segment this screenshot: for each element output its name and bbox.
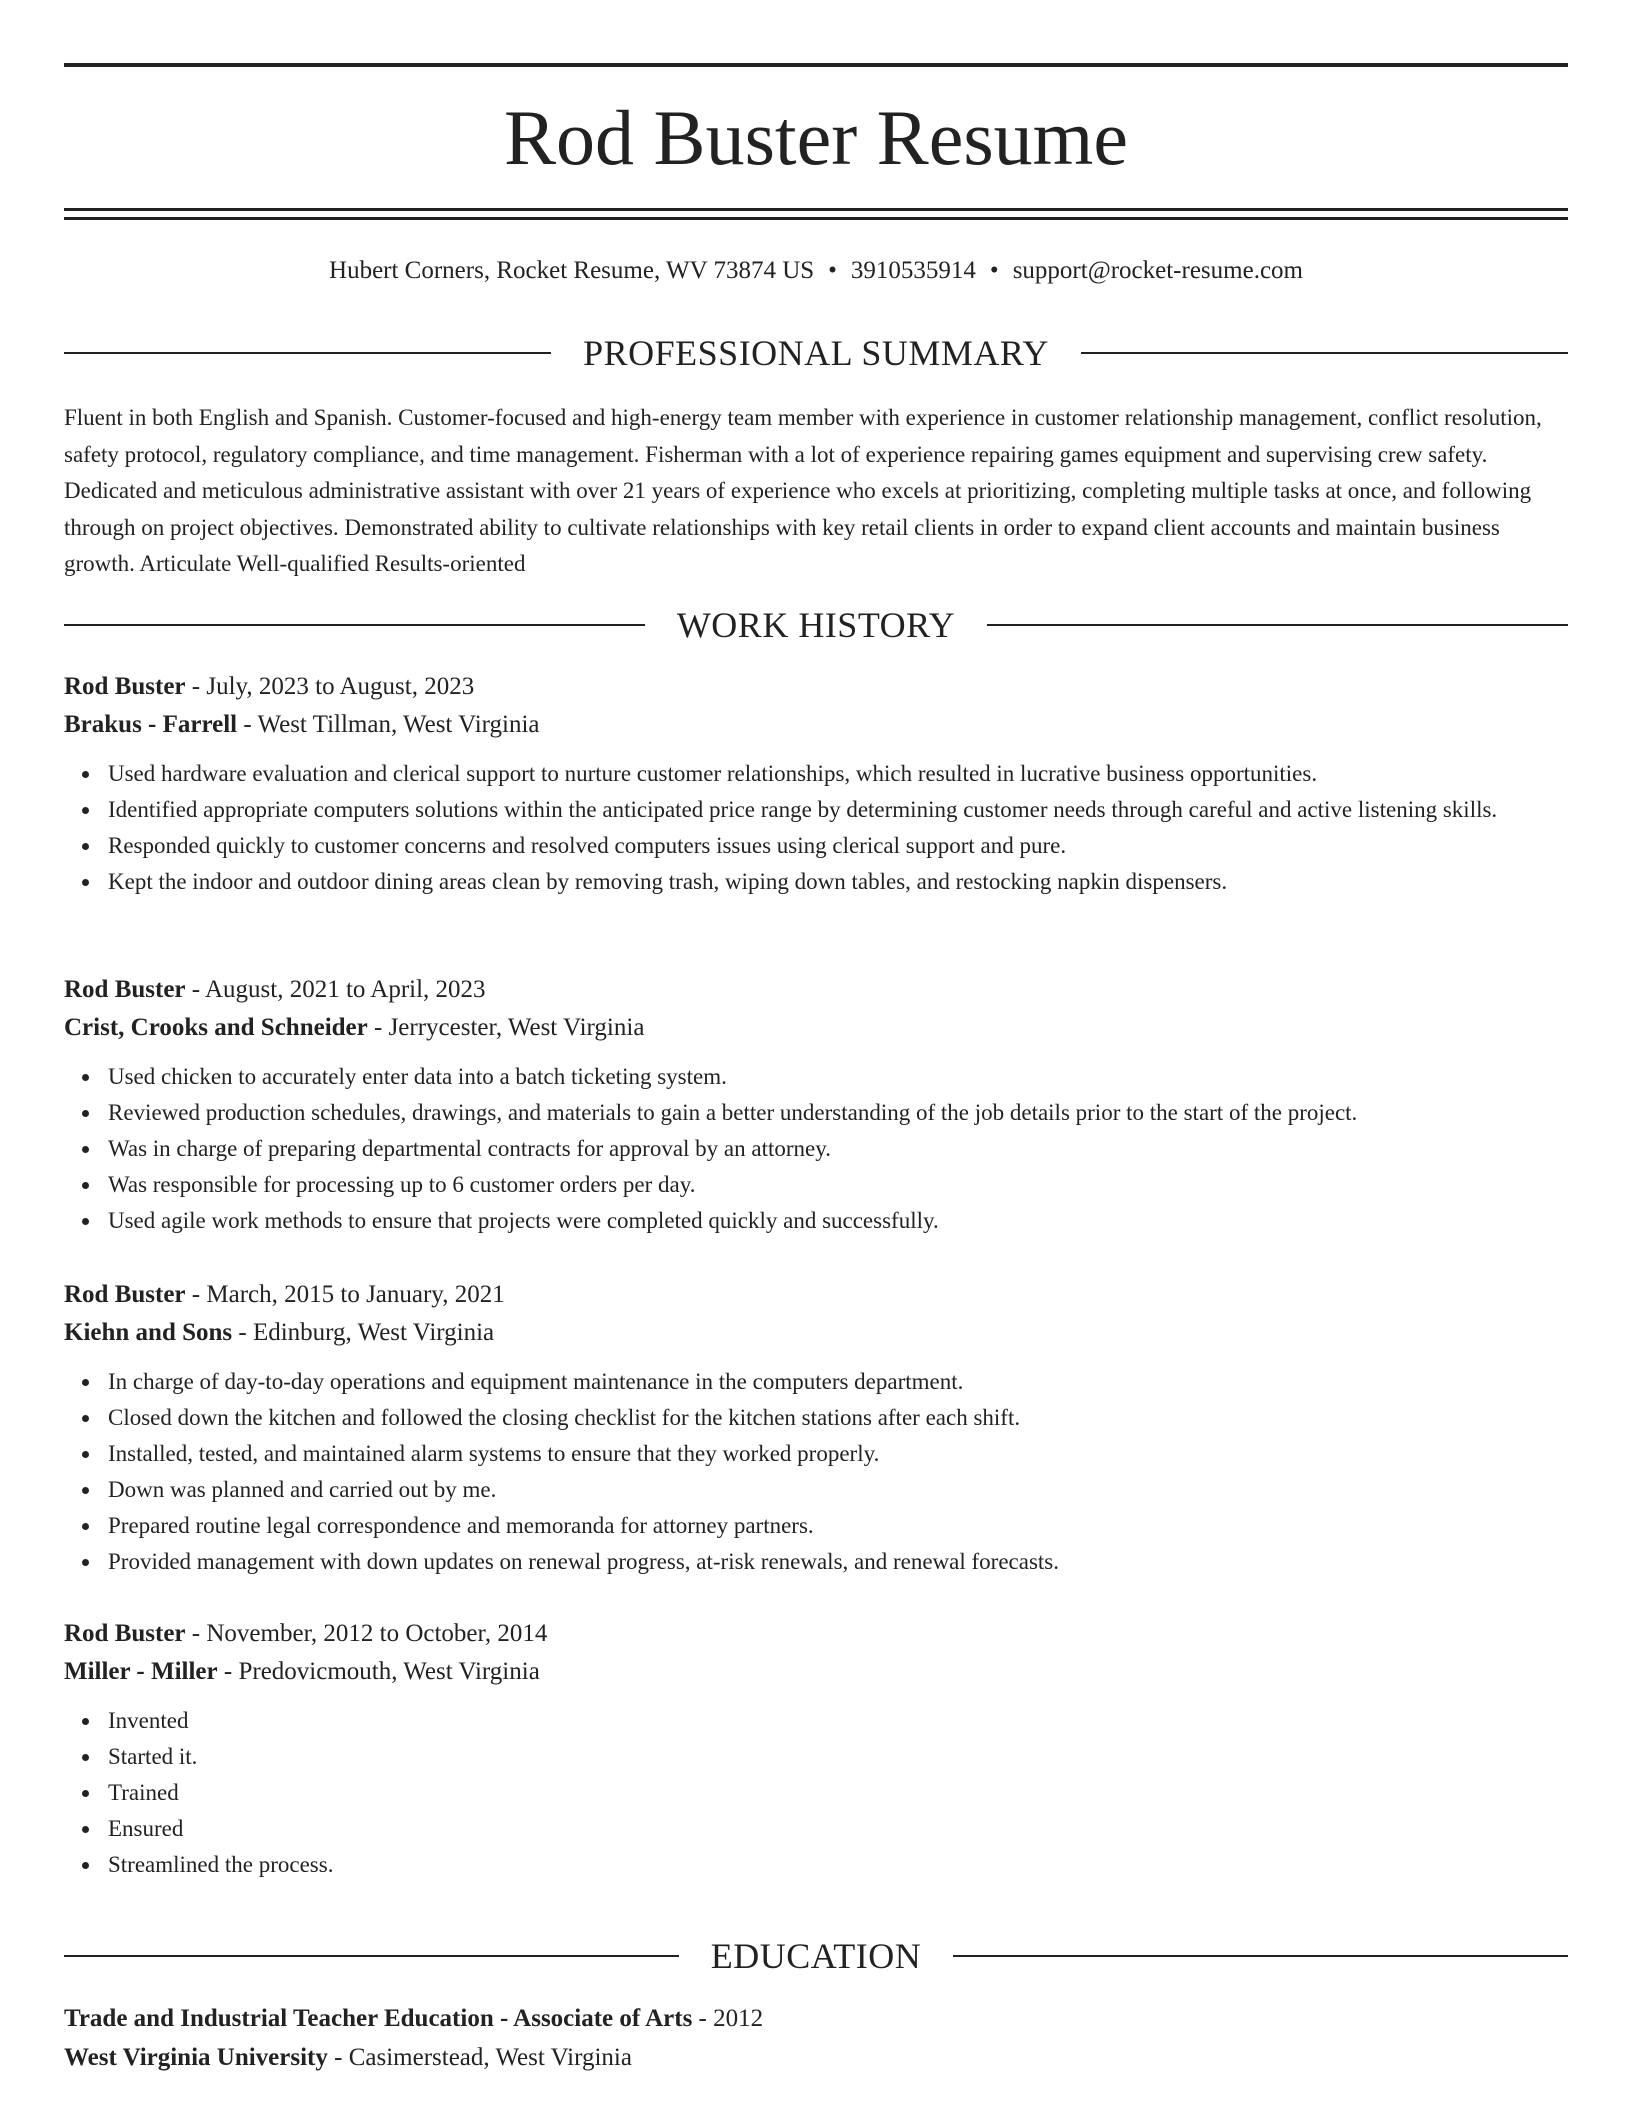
job-location: - Predovicmouth, West Virginia: [217, 1658, 540, 1685]
education-location: - Casimerstead, West Virginia: [327, 2044, 632, 2071]
list-item: Responded quickly to customer concerns and resolved computers issues using clerical support and pure.: [108, 828, 1568, 864]
list-item: Kept the indoor and outdoor dining areas clean by removing trash, wiping down tables, and restocking napkin dispensers.: [108, 864, 1568, 900]
list-item: Invented: [108, 1703, 1568, 1739]
contact-email: support@rocket-resume.com: [1012, 257, 1303, 284]
list-item: Started it.: [108, 1739, 1568, 1775]
education-year: - 2012: [692, 2005, 764, 2032]
job-dates: - July, 2023 to August, 2023: [185, 673, 475, 700]
education-entry: [64, 1999, 1568, 2077]
job-bullets: [64, 1059, 1568, 1239]
education-heading: [64, 1934, 1568, 1978]
education-school-line: [64, 2038, 1568, 2077]
list-item: Trained: [108, 1775, 1568, 1811]
job-company-line: [64, 706, 1568, 744]
job-bullets: [64, 756, 1568, 900]
list-item: Used chicken to accurately enter data into a batch ticketing system.: [108, 1059, 1568, 1095]
list-item: Was responsible for processing up to 6 customer orders per day.: [108, 1167, 1568, 1203]
job-company-line: [64, 1009, 1568, 1047]
job-title: Rod Buster: [64, 1281, 186, 1308]
summary-text: Fluent in both English and Spanish. Customer-focused and high-energy team member with experience in customer relationship management, conflict resolution, safety protocol, regulatory compliance, and time management. Fisherman with a lot of experience repairing games equipment and supervising crew safety. Dedicated and meticulous administrative assistant with over 21 years of experience who excels at prioritizing, completing multiple tasks at once, and following through on project objectives. Demonstrated ability to cultivate relationships with key retail clients in order to expand client accounts and maintain business growth. Articulate Well-qualified Results-oriented: [64, 405, 1542, 576]
contact-phone: 3910535914: [850, 257, 976, 284]
job-title: Rod Buster: [64, 976, 186, 1003]
list-item: Down was planned and carried out by me.: [108, 1472, 1568, 1508]
job-company: Kiehn and Sons: [64, 1319, 233, 1346]
job-bullets: [64, 1703, 1568, 1883]
job-title: Rod Buster: [64, 1620, 186, 1647]
job-company: Crist, Crooks and Schneider: [64, 1014, 368, 1041]
job-entry: [64, 668, 1568, 900]
list-item: Reviewed production schedules, drawings, and materials to gain a better understanding of the job details prior to the start of the project.: [108, 1095, 1568, 1131]
job-company-line: [64, 1653, 1568, 1691]
contact-separator: •: [828, 257, 837, 284]
summary-title: PROFESSIONAL SUMMARY: [583, 333, 1049, 373]
job-dates: - August, 2021 to April, 2023: [185, 976, 486, 1003]
education-degree-line: [64, 1999, 1568, 2038]
list-item: Identified appropriate computers solutions within the anticipated price range by determining customer needs through careful and active listening skills.: [108, 792, 1568, 828]
work-history-title: WORK HISTORY: [676, 605, 956, 645]
page-title: Rod Buster Resume: [504, 94, 1128, 181]
job-title-line: [64, 1615, 1568, 1653]
job-bullets: [64, 1364, 1568, 1580]
job-title-line: [64, 971, 1568, 1009]
job-location: - Jerrycester, West Virginia: [367, 1014, 645, 1041]
top-rule: [64, 63, 1568, 67]
list-item: Used hardware evaluation and clerical support to nurture customer relationships, which resulted in lucrative business opportunities.: [108, 756, 1568, 792]
job-company: Miller - Miller: [64, 1658, 218, 1685]
education-school: West Virginia University: [64, 2044, 328, 2071]
heading-rule: [64, 1955, 679, 1957]
job-title-line: [64, 1276, 1568, 1314]
list-item: Provided management with down updates on renewal progress, at-risk renewals, and renewal forecasts.: [108, 1544, 1568, 1580]
summary-heading: [64, 331, 1568, 375]
list-item: Was in charge of preparing departmental contracts for approval by an attorney.: [108, 1131, 1568, 1167]
list-item: Ensured: [108, 1811, 1568, 1847]
job-dates: - November, 2012 to October, 2014: [185, 1620, 548, 1647]
contact-separator: •: [989, 257, 999, 284]
list-item: Used agile work methods to ensure that projects were completed quickly and successfully.: [108, 1203, 1568, 1239]
job-title: Rod Buster: [64, 673, 186, 700]
job-location: - West Tillman, West Virginia: [237, 711, 540, 738]
list-item: Prepared routine legal correspondence and memoranda for attorney partners.: [108, 1508, 1568, 1544]
list-item: Closed down the kitchen and followed the closing checklist for the kitchen stations after each shift.: [108, 1400, 1568, 1436]
job-company: Brakus - Farrell: [64, 711, 238, 738]
job-location: - Edinburg, West Virginia: [232, 1319, 495, 1346]
list-item: Installed, tested, and maintained alarm systems to ensure that they worked properly.: [108, 1436, 1568, 1472]
contact-line: [64, 254, 1568, 288]
list-item: In charge of day-to-day operations and equipment maintenance in the computers department.: [108, 1364, 1568, 1400]
work-history-heading: [64, 603, 1568, 647]
contact-address: Hubert Corners, Rocket Resume, WV 73874 US: [329, 257, 815, 284]
job-entry: [64, 1615, 1568, 1883]
education-title: EDUCATION: [710, 1936, 922, 1976]
heading-rule: [953, 1955, 1568, 1957]
education-degree: Trade and Industrial Teacher Education - Associate of Arts: [64, 2005, 693, 2032]
job-dates: - March, 2015 to January, 2021: [185, 1281, 505, 1308]
heading-rule: [64, 624, 645, 626]
heading-rule: [1081, 352, 1568, 354]
job-title-line: [64, 668, 1568, 706]
list-item: Streamlined the process.: [108, 1847, 1568, 1883]
job-entry: [64, 971, 1568, 1239]
heading-rule: [64, 352, 551, 354]
heading-rule: [987, 624, 1568, 626]
job-entry: [64, 1276, 1568, 1580]
job-company-line: [64, 1314, 1568, 1352]
title-double-rule: [64, 208, 1568, 220]
